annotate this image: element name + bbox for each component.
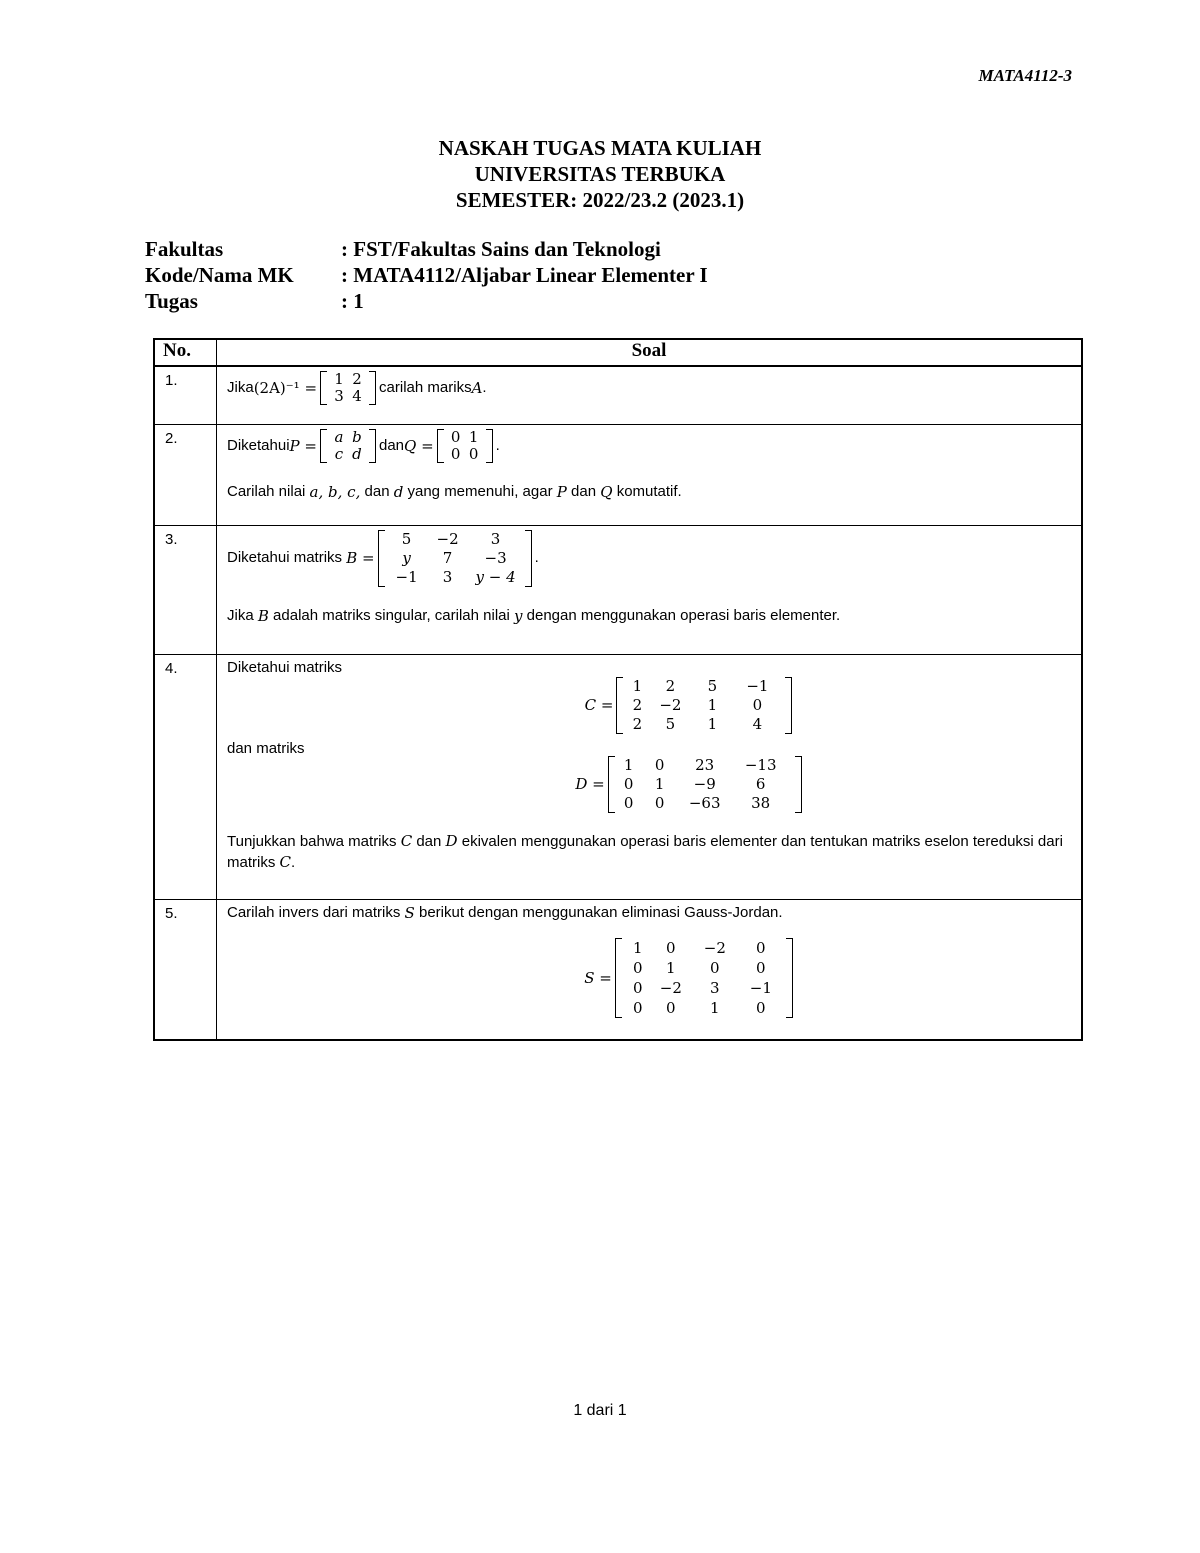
- text-run: dan matriks: [227, 739, 305, 757]
- text-run: Tunjukkan bahwa matriks: [227, 832, 401, 850]
- text-run: yang memenuhi, agar: [403, 482, 557, 500]
- matrix-entry: −2: [659, 978, 682, 997]
- question-row-4: [154, 654, 1082, 899]
- matrix-entry: 6: [755, 774, 766, 793]
- matrix-entry: −2: [703, 938, 726, 957]
- matrix-entry: 0: [756, 938, 766, 957]
- text-run: .: [290, 853, 296, 871]
- question-row-3: [154, 525, 1082, 654]
- matrix-entry: 0: [666, 998, 676, 1017]
- matrix-entry: −13: [744, 755, 777, 774]
- question-4-instruction: [227, 831, 1073, 873]
- math-variable: Q: [600, 482, 613, 501]
- math-variable: C: [400, 831, 413, 850]
- question-number: 1.: [154, 366, 217, 424]
- matrix-entry: 2: [632, 695, 643, 714]
- math-expression: C =: [584, 696, 614, 714]
- matrix-entry: 1: [633, 938, 643, 957]
- text-run: ekivalen menggunakan operasi baris elementer dan tentukan matriks eselon tereduksi dari matriks: [227, 832, 1063, 871]
- matrix-entry: 0: [633, 998, 643, 1017]
- matrix-b: [378, 530, 532, 587]
- matrix-entry: b: [352, 427, 362, 446]
- matrix-entry: 7: [442, 548, 453, 567]
- matrix-entry: 0: [654, 793, 665, 812]
- info-label: Kode/Nama MK: [145, 263, 294, 287]
- question-number: 3.: [154, 525, 217, 654]
- matrix-entry: 1: [707, 714, 718, 733]
- text-run: Carilah nilai: [227, 482, 310, 500]
- matrix-entry: 0: [666, 938, 676, 957]
- matrix-entry: 4: [752, 714, 763, 733]
- math-variable: D: [445, 831, 458, 850]
- text-run: Carilah invers dari matriks: [227, 903, 405, 921]
- info-value: : FST/Fakultas Sains dan Teknologi: [341, 237, 661, 261]
- question-text: [217, 654, 1083, 899]
- matrix-entry: −3: [484, 548, 507, 567]
- matrix-entry: 0: [468, 444, 479, 463]
- math-variable: a, b, c,: [309, 482, 361, 501]
- math-expression: Q =: [404, 436, 434, 455]
- question-text: [217, 366, 1083, 424]
- title-line-3: SEMESTER: 2022/23.2 (2023.1): [455, 188, 745, 212]
- text-run: Jika: [227, 379, 254, 396]
- matrix-entry: 2: [665, 676, 676, 695]
- matrix-entry: 1: [632, 676, 643, 695]
- math-variable: B: [257, 606, 269, 625]
- document-code: MATA4112-3: [978, 66, 1072, 85]
- info-value: : 1: [341, 289, 364, 313]
- info-label: Tugas: [145, 289, 198, 313]
- matrix-entry: −1: [749, 978, 772, 997]
- question-row-5: [154, 899, 1082, 1040]
- matrix-entry: 1: [666, 958, 676, 977]
- matrix-entry: 0: [623, 774, 634, 793]
- matrix-entry: −63: [688, 793, 721, 812]
- matrix-2a-inverse: [320, 371, 376, 405]
- matrix-entry: −2: [436, 529, 459, 548]
- matrix-d: [608, 756, 802, 813]
- math-expression: S =: [584, 968, 612, 987]
- matrix-entry: 0: [633, 978, 643, 997]
- question-table: [153, 338, 1083, 1041]
- matrix-entry: a: [334, 427, 344, 446]
- matrix-entry: 3: [334, 387, 344, 405]
- math-variable: A: [471, 379, 483, 397]
- math-variable: d: [393, 482, 404, 501]
- question-text: [217, 899, 1083, 1040]
- matrix-entry: 1: [468, 427, 479, 446]
- question-row-2: [154, 424, 1082, 525]
- matrix-q: [437, 429, 493, 463]
- matrix-s: [615, 938, 793, 1018]
- text-run: dan: [566, 482, 601, 500]
- matrix-entry: 0: [633, 958, 643, 977]
- math-expression: P =: [289, 436, 317, 455]
- table-header-row: [154, 339, 1082, 366]
- matrix-entry: c: [334, 444, 344, 463]
- text-run: komutatif.: [612, 482, 682, 500]
- matrix-entry: 0: [450, 444, 461, 463]
- matrix-entry: 0: [623, 793, 634, 812]
- matrix-entry: 1: [707, 695, 718, 714]
- matrix-entry: 2: [632, 714, 643, 733]
- text-run: dan: [360, 482, 394, 500]
- matrix-entry: −1: [395, 567, 418, 586]
- matrix-entry: 5: [707, 676, 718, 695]
- matrix-entry: 38: [751, 793, 771, 812]
- text-run: dan: [412, 832, 446, 850]
- text-run: .: [495, 436, 500, 454]
- text-run: dan: [378, 436, 405, 454]
- matrix-entry: 4: [352, 387, 362, 405]
- matrix-entry: 0: [654, 755, 665, 774]
- page-number: 1 dari 1: [573, 1402, 627, 1419]
- matrix-entry: −1: [746, 676, 769, 695]
- column-header-no: No.: [154, 339, 217, 366]
- matrix-entry: 1: [623, 755, 634, 774]
- text-run: Jika: [227, 606, 258, 624]
- matrix-entry: 0: [752, 695, 763, 714]
- matrix-entry: 0: [450, 427, 461, 446]
- info-value: : MATA4112/Aljabar Linear Elementer I: [341, 263, 708, 287]
- text-run: adalah matriks singular, carilah nilai: [268, 606, 514, 624]
- info-label: Fakultas: [145, 237, 224, 261]
- question-number: 4.: [154, 654, 217, 899]
- matrix-entry: 5: [665, 714, 676, 733]
- text-run: carilah mariks: [379, 379, 472, 396]
- text-run: berikut dengan menggunakan eliminasi Gauss-Jordan.: [414, 903, 783, 921]
- matrix-entry: y − 4: [475, 567, 516, 586]
- math-variable: S: [404, 903, 415, 922]
- column-header-soal: Soal: [217, 339, 1083, 366]
- text-run: Diketahui matriks: [227, 658, 343, 676]
- math-variable: C: [279, 852, 291, 871]
- matrix-entry: 0: [756, 998, 766, 1017]
- question-row-1: [154, 366, 1082, 424]
- text-run: Diketahui: [227, 436, 290, 454]
- matrix-entry: 3: [442, 567, 453, 586]
- document-title: [0, 135, 1200, 213]
- text-run: dengan menggunakan operasi baris elementer.: [522, 606, 841, 624]
- text-run: Diketahui matriks: [227, 549, 347, 566]
- matrix-entry: y: [402, 548, 411, 567]
- math-variable: P: [556, 482, 567, 501]
- question-number: 2.: [154, 424, 217, 525]
- math-expression: D =: [575, 775, 605, 793]
- matrix-entry: 23: [695, 755, 715, 774]
- matrix-p: [320, 429, 376, 463]
- info-row-tugas: [145, 288, 708, 314]
- matrix-entry: 1: [334, 370, 344, 388]
- matrix-entry: 3: [710, 978, 720, 997]
- matrix-entry: 0: [710, 958, 720, 977]
- text-run: .: [534, 549, 539, 566]
- matrix-entry: 1: [710, 998, 720, 1017]
- info-row-fakultas: [145, 236, 708, 262]
- matrix-entry: d: [352, 444, 362, 463]
- title-line-1: NASKAH TUGAS MATA KULIAH: [438, 136, 762, 160]
- question-number: 5.: [154, 899, 217, 1040]
- matrix-c: [616, 677, 792, 734]
- math-expression: (2A)⁻¹ =: [253, 379, 318, 397]
- matrix-entry: 2: [352, 370, 362, 388]
- matrix-entry: 5: [401, 529, 412, 548]
- title-line-2: UNIVERSITAS TERBUKA: [474, 162, 726, 186]
- matrix-entry: −9: [693, 774, 716, 793]
- course-info: [145, 236, 708, 314]
- matrix-entry: 0: [756, 958, 766, 977]
- info-row-kode: [145, 262, 708, 288]
- text-run: .: [482, 379, 487, 396]
- question-text: [217, 525, 1083, 654]
- matrix-entry: 3: [490, 529, 501, 548]
- question-text: [217, 424, 1083, 525]
- math-variable: y: [514, 606, 523, 625]
- math-expression: B =: [346, 549, 375, 567]
- matrix-entry: −2: [659, 695, 682, 714]
- matrix-entry: 1: [654, 774, 665, 793]
